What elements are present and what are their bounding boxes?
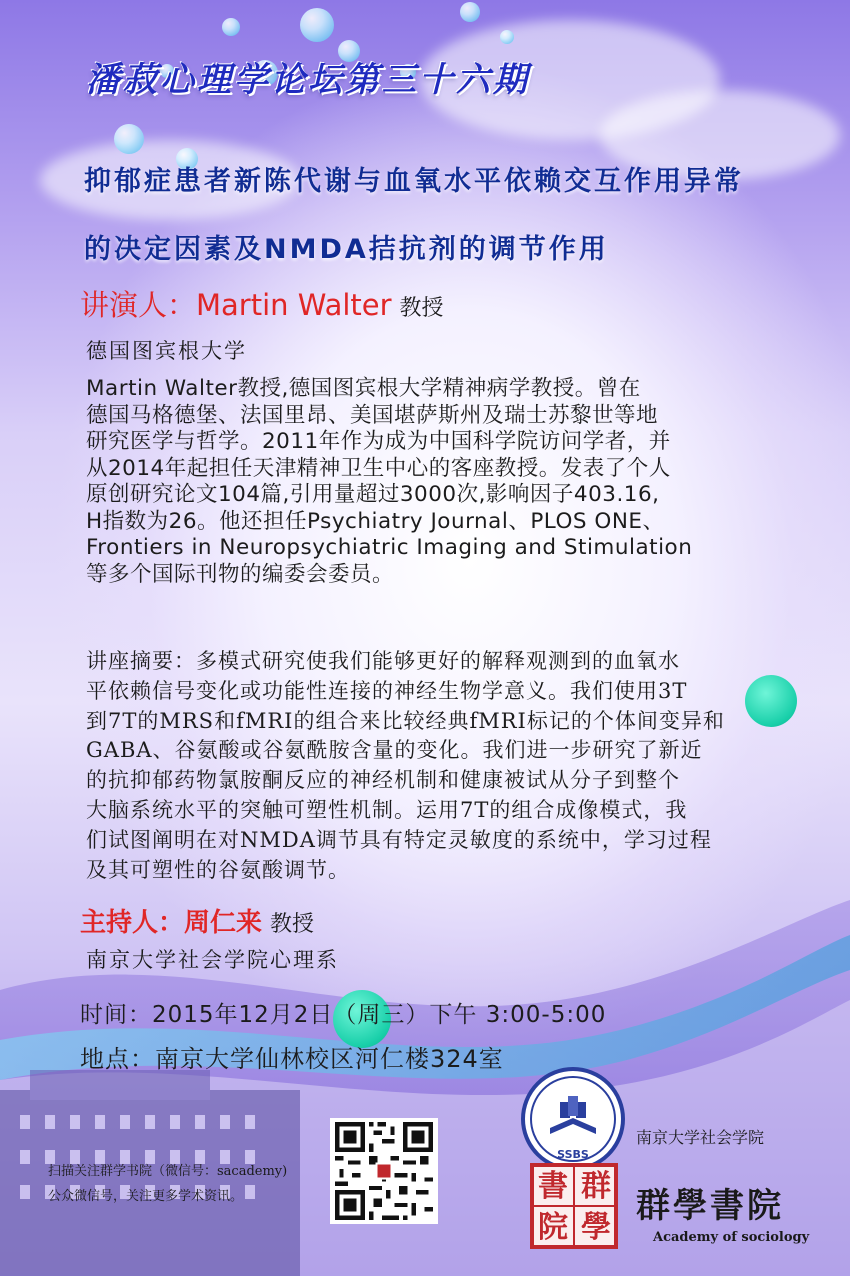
bubble-decoration [300, 8, 334, 42]
abstract-line: 的抗抑郁药物氯胺酮反应的神经机制和健康被试从分子到整个 [86, 768, 680, 793]
bubble-decoration [222, 18, 240, 36]
bubble-decoration [460, 2, 480, 22]
bubble-decoration [500, 30, 514, 44]
abstract-line: 到7T的MRS和fMRI的组合来比较经典fMRI标记的个体间变异和 [86, 708, 725, 733]
abstract-line: 大脑系统水平的突触可塑性机制。运用7T的组合成像模式，我 [86, 797, 688, 822]
academy-name-cn: 群學書院 [636, 1186, 784, 1226]
series-title: 潘菽心理学论坛第三十六期 [86, 60, 530, 100]
talk-title-line-1: 抑郁症患者新陈代谢与血氧水平依赖交互作用异常 [84, 166, 744, 197]
bio-line: Frontiers in Neuropsychiatric Imaging and Stimulation [86, 535, 693, 560]
abstract-line: GABA、谷氨酸或谷氨酰胺含量的变化。我们进一步研究了新近 [86, 738, 703, 763]
speaker-bio [86, 376, 826, 588]
bio-line: Martin Walter教授,德国图宾根大学精神病学教授。曾在 [86, 376, 641, 401]
abstract-line: 及其可塑性的谷氨酸调节。 [86, 857, 350, 882]
svg-text:院: 院 [538, 1210, 568, 1245]
host-name: 周仁来 [184, 908, 263, 938]
qr-caption-line: 扫描关注群学书院（微信号：sacademy) [48, 1164, 288, 1179]
abstract-line: 平依赖信号变化或功能性连接的神经生物学意义。我们使用3T [86, 678, 688, 703]
svg-text:群: 群 [581, 1169, 611, 1204]
host-label: 主持人： [80, 908, 185, 938]
bio-line: 等多个国际刊物的编委会委员。 [86, 561, 395, 587]
bio-line: 德国马格德堡、法国里昂、美国堪萨斯州及瑞士苏黎世等地 [86, 402, 659, 428]
event-place: 地点：南京大学仙林校区河仁楼324室 [80, 1045, 504, 1073]
speaker-label: 讲演人： [80, 288, 197, 322]
abstract-line: 们试图阐明在对NMDA调节具有特定灵敏度的系统中，学习过程 [86, 827, 712, 852]
seal-stamp-icon [530, 1163, 618, 1249]
speaker-name: Martin Walter [196, 288, 392, 322]
speaker-line [80, 283, 444, 324]
lecture-abstract [86, 647, 826, 885]
bio-line: 原创研究论文104篇,引用量超过3000次,影响因子403.16, [86, 482, 660, 507]
host-title: 教授 [270, 912, 315, 937]
host-line [80, 902, 314, 939]
academy-name-en: Academy of sociology [653, 1230, 810, 1245]
host-affiliation: 南京大学社会学院心理系 [86, 948, 339, 972]
event-time: 时间：2015年12月2日（周三）下午 3:00-5:00 [80, 1002, 607, 1028]
svg-text:書: 書 [538, 1169, 568, 1204]
svg-text:學: 學 [581, 1210, 611, 1245]
talk-title-line-2: 的决定因素及NMDA拮抗剂的调节作用 [84, 234, 609, 265]
bio-line: 从2014年起担任天津精神卫生中心的客座教授。发表了个人 [86, 455, 671, 481]
emblem-text: SSBS [557, 1148, 589, 1161]
abstract-line: 讲座摘要：多模式研究使我们能够更好的解释观测到的血氧水 [86, 649, 680, 673]
bio-line: H指数为26。他还担任Psychiatry Journal、PLOS ONE、 [86, 508, 665, 534]
bubble-decoration [114, 124, 144, 154]
department-name: 南京大学社会学院 [636, 1128, 765, 1147]
qr-code[interactable] [330, 1118, 438, 1224]
qr-caption-line: 公众微信号，关注更多学术资讯。 [48, 1189, 244, 1204]
speaker-title: 教授 [399, 296, 444, 321]
speaker-affiliation: 德国图宾根大学 [86, 339, 247, 363]
ssbs-emblem-icon [520, 1066, 626, 1172]
bio-line: 研究医学与哲学。2011年作为成为中国科学院访问学者，并 [86, 429, 671, 454]
